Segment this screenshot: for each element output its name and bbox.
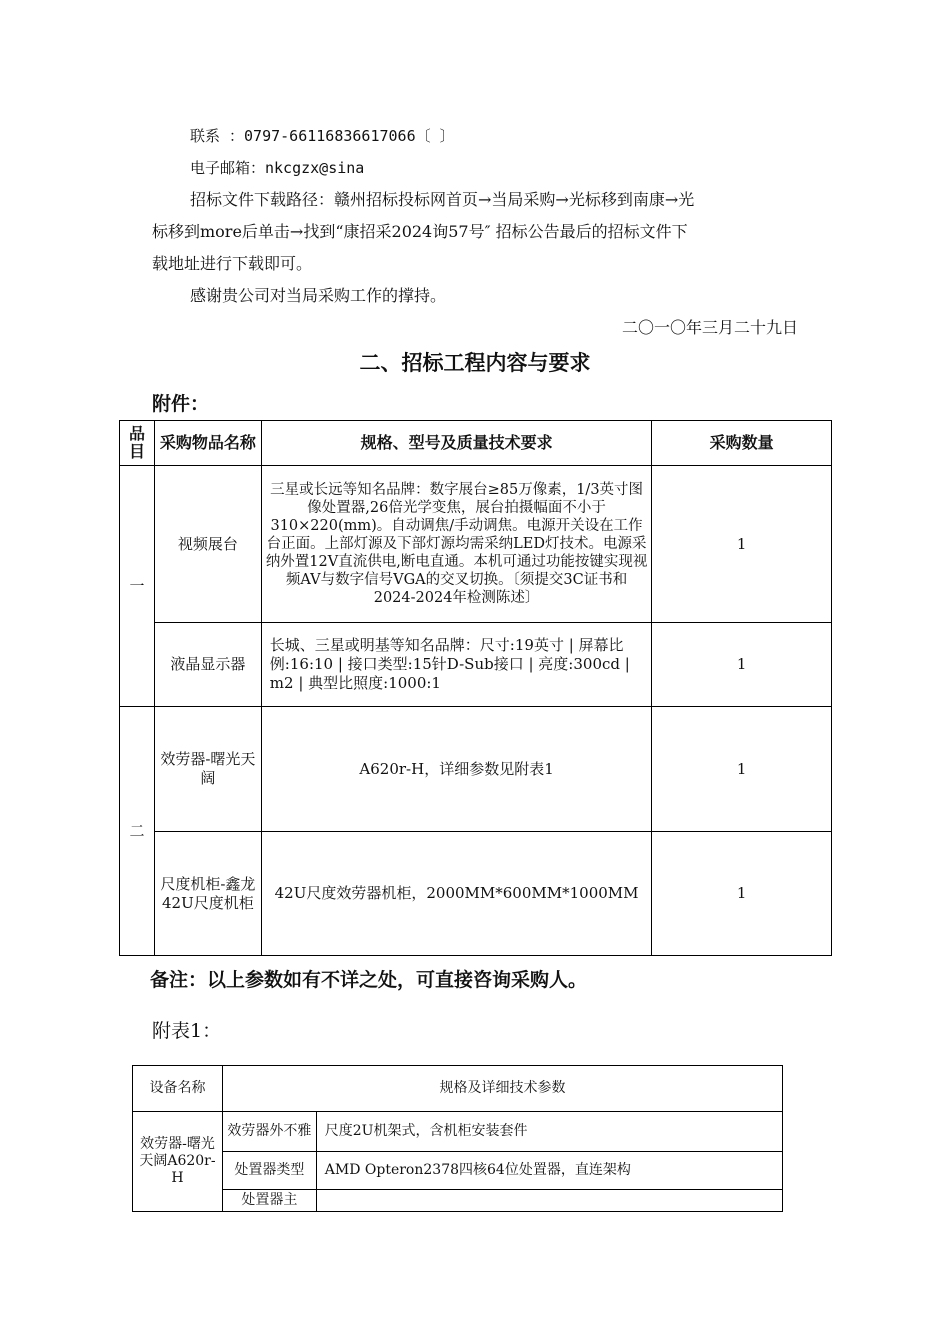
appendix-header-device: 设备名称: [133, 1066, 223, 1112]
item-name: 视频展台: [154, 466, 261, 623]
param-value: 尺度2U机架式，含机柜安装套件: [316, 1112, 782, 1152]
appendix-row: [133, 1152, 783, 1190]
table-row: [120, 466, 832, 623]
procurement-table: [119, 420, 832, 956]
download-path-line-1: 招标文件下载路径：赣州招标投标网首页→当局采购→光标移到南康→光: [190, 190, 695, 209]
thanks-line: 感谢贵公司对当局采购工作的撑持。: [190, 286, 447, 305]
param-value: [316, 1190, 782, 1212]
note-text: 备注：以上参数如有不详之处，可直接咨询采购人。: [150, 969, 588, 991]
item-name: 尺度机柜-鑫龙42U尺度机柜: [154, 832, 261, 956]
letter-date: 二〇一〇年三月二十九日: [621, 318, 798, 337]
item-name: 液晶显示器: [154, 623, 261, 707]
table-header-row: [120, 421, 832, 466]
group-label: 二: [120, 707, 155, 956]
item-qty: 1: [652, 832, 832, 956]
appendix-row: [133, 1112, 783, 1152]
header-spec: 规格、型号及质量技术要求: [261, 421, 652, 466]
section-title: 二、招标工程内容与要求: [359, 351, 591, 375]
table-row: [120, 832, 832, 956]
group-label: 一: [120, 466, 155, 707]
item-qty: 1: [652, 466, 832, 623]
device-name: 效劳器-曙光天阔A620r-H: [133, 1112, 223, 1212]
item-spec: 42U尺度效劳器机柜，2000MM*600MM*1000MM: [261, 832, 652, 956]
appendix-header-row: [133, 1066, 783, 1112]
contact-line: 联系 ：0797-66116836617066〔 〕: [190, 127, 455, 145]
item-name: 效劳器-曙光天阔: [154, 707, 261, 832]
table-row: [120, 707, 832, 832]
header-qty: 采购数量: [652, 421, 832, 466]
item-spec: A620r-H，详细参数见附表1: [261, 707, 652, 832]
item-qty: 1: [652, 623, 832, 707]
header-item: 品目: [120, 421, 155, 466]
item-spec: 长城、三星或明基等知名品牌：尺寸:19英寸 | 屏幕比例:16:10 | 接口类型:15针D-Sub接口 | 亮度:300cd | m2 | 典型比照度:1000:1: [261, 623, 652, 707]
header-name: 采购物品名称: [154, 421, 261, 466]
item-qty: 1: [652, 707, 832, 832]
appendix-table: [132, 1065, 783, 1212]
table-row: [120, 623, 832, 707]
download-path-line-3: 载地址进行下载即可。: [152, 254, 313, 273]
attachment-label: 附件：: [152, 393, 210, 415]
download-path-line-2: 标移到more后单击→找到“康招采2024询57号″ 招标公告最后的招标文件下: [152, 222, 688, 241]
appendix-header-spec: 规格及详细技术参数: [222, 1066, 782, 1112]
appendix-row: [133, 1190, 783, 1212]
param-value: AMD Opteron2378四核64位处置器，直连架构: [316, 1152, 782, 1190]
item-spec: 三星或长远等知名品牌：数字展台≥85万像素，1/3英寸图像处置器,26倍光学变焦，展台拍摄幅面不小于310×220(mm)。自动调焦/手动调焦。电源开关设在工作台正面。上部灯源及下部灯源均需采纳LED灯技术。电源采纳外置12V直流供电,断电直通。本机可通过功能按键实现视频AV与数字信号VGA的交叉切换。〔须提交3C证书和2024-2024年检测陈述〕: [261, 466, 652, 623]
appendix-label: 附表1：: [152, 1020, 222, 1042]
param-name: 效劳器外不雅: [222, 1112, 316, 1152]
param-name: 处置器主: [222, 1190, 316, 1212]
param-name: 处置器类型: [222, 1152, 316, 1190]
email-line: 电子邮箱：nkcgzx@sina: [190, 159, 365, 177]
